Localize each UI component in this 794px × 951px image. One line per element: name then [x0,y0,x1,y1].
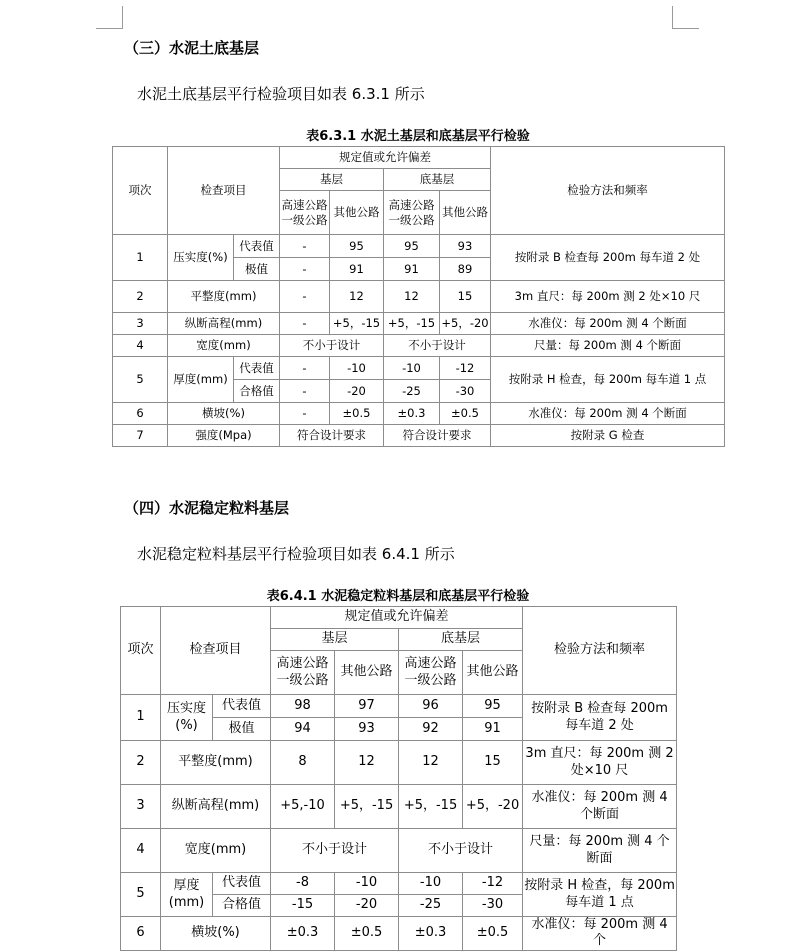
header-other: 其他公路 [463,651,523,695]
row-no: 5 [121,873,161,917]
cell: 93 [440,235,491,258]
cell: 95 [384,235,440,258]
header-subbase: 底基层 [384,169,491,191]
cell: +5,-10 [271,785,335,829]
cell: 91 [463,718,523,741]
cell: +5，-15 [384,313,440,335]
cell: 12 [399,741,463,785]
row-subitem: 极值 [213,718,271,741]
cell: -10 [335,873,399,895]
row-subitem: 合格值 [213,895,271,917]
row-no: 1 [121,695,161,741]
cell: -25 [384,380,440,403]
cell: ±0.5 [330,403,384,425]
row-no: 2 [121,741,161,785]
header-other: 其他公路 [335,651,399,695]
cell: +5，-15 [335,785,399,829]
cell: 12 [330,281,384,313]
cell: 不小于设计 [384,335,491,357]
row-subitem: 代表值 [213,695,271,718]
row-method: 水准仪：每 200m 测 4 个 [523,917,677,951]
header-item-no: 项次 [121,607,161,695]
header-highway: 高速公路一级公路 [399,651,463,695]
header-allowance: 规定值或允许偏差 [280,147,491,169]
row-item: 强度(Mpa) [168,425,280,447]
cell: -20 [330,380,384,403]
cell: 8 [271,741,335,785]
cell: -30 [463,895,523,917]
cell: -20 [335,895,399,917]
cell: - [280,357,330,380]
row-no: 6 [121,917,161,951]
cell: 89 [440,258,491,281]
row-subitem: 极值 [234,258,280,281]
cell: 96 [399,695,463,718]
cell: 92 [399,718,463,741]
row-no: 7 [113,425,168,447]
cell: 不小于设计 [399,829,523,873]
table-6-4-1 [120,606,677,951]
margin-mark-top-left [96,6,123,29]
row-no: 6 [113,403,168,425]
row-item: 宽度(mm) [161,829,271,873]
row-method: 按附录 H 检查，每 200m 每车道 1 点 [523,873,677,917]
cell: 98 [271,695,335,718]
row-item: 宽度(mm) [168,335,280,357]
table-caption: 表6.3.1 水泥土基层和底基层平行检验 [306,129,530,144]
row-no: 4 [121,829,161,873]
header-other: 其他公路 [440,191,491,235]
header-allowance: 规定值或允许偏差 [271,607,523,629]
row-method: 3m 直尺：每 200m 测 2 处×10 尺 [491,281,725,313]
row-item: 纵断高程(mm) [161,785,271,829]
row-method: 按附录 G 检查 [491,425,725,447]
row-method: 水准仪：每 200m 测 4 个断面 [491,313,725,335]
header-subbase: 底基层 [399,629,523,651]
cell: 93 [335,718,399,741]
cell: ±0.5 [335,917,399,951]
cell: -25 [399,895,463,917]
row-method: 按附录 B 检查每 200m 每车道 2 处 [523,695,677,741]
table-caption: 表6.4.1 水泥稳定粒料基层和底基层平行检验 [266,589,530,604]
cell: 符合设计要求 [280,425,384,447]
cell: -15 [271,895,335,917]
cell: - [280,403,330,425]
row-method: 尺量：每 200m 测 4 个断面 [523,829,677,873]
cell: ±0.5 [440,403,491,425]
cell: 12 [384,281,440,313]
cell: 不小于设计 [271,829,399,873]
row-method: 水准仪：每 200m 测 4 个断面 [523,785,677,829]
cell: 95 [330,235,384,258]
cell: ±0.3 [384,403,440,425]
header-item-no: 项次 [113,147,168,235]
cell: 不小于设计 [280,335,384,357]
header-highway: 高速公路一级公路 [384,191,440,235]
margin-mark-top-right [672,6,699,29]
row-no: 3 [113,313,168,335]
cell: -10 [384,357,440,380]
cell: +5，-15 [330,313,384,335]
cell: 符合设计要求 [384,425,491,447]
paragraph: 水泥土底基层平行检验项目如表 6.3.1 所示 [137,85,425,103]
cell: - [280,281,330,313]
header-item: 检查项目 [168,147,280,235]
cell: -10 [399,873,463,895]
header-highway: 高速公路一级公路 [271,651,335,695]
row-no: 2 [113,281,168,313]
cell: -30 [440,380,491,403]
row-item: 平整度(mm) [168,281,280,313]
row-item: 压实度(%) [168,235,234,281]
row-item: 平整度(mm) [161,741,271,785]
row-no: 3 [121,785,161,829]
row-item: 厚度(mm) [168,357,234,403]
cell: -12 [440,357,491,380]
cell: - [280,313,330,335]
cell: 91 [330,258,384,281]
header-method: 检验方法和频率 [491,147,725,235]
cell: ±0.5 [463,917,523,951]
cell: 12 [335,741,399,785]
row-subitem: 代表值 [234,357,280,380]
row-no: 1 [113,235,168,281]
cell: 91 [384,258,440,281]
header-other: 其他公路 [330,191,384,235]
section-heading: （三）水泥土底基层 [124,39,260,57]
cell: ±0.3 [399,917,463,951]
row-method: 水准仪：每 200m 测 4 个断面 [491,403,725,425]
cell: 95 [463,695,523,718]
row-item: 厚度(mm) [161,873,213,917]
row-subitem: 代表值 [213,873,271,895]
cell: 15 [463,741,523,785]
header-item: 检查项目 [161,607,271,695]
row-method: 按附录 H 检查，每 200m 每车道 1 点 [491,357,725,403]
table-6-3-1 [112,146,725,447]
row-item: 横坡(%) [161,917,271,951]
row-method: 3m 直尺：每 200m 测 2 处×10 尺 [523,741,677,785]
header-highway: 高速公路一级公路 [280,191,330,235]
row-item: 压实度(%) [161,695,213,741]
cell: ±0.3 [271,917,335,951]
row-item: 纵断高程(mm) [168,313,280,335]
row-no: 4 [113,335,168,357]
paragraph: 水泥稳定粒料基层平行检验项目如表 6.4.1 所示 [137,545,455,563]
cell: - [280,380,330,403]
row-method: 按附录 B 检查每 200m 每车道 2 处 [491,235,725,281]
row-no: 5 [113,357,168,403]
cell: -8 [271,873,335,895]
row-subitem: 合格值 [234,380,280,403]
header-base: 基层 [271,629,399,651]
cell: +5，-15 [399,785,463,829]
cell: +5，-20 [440,313,491,335]
header-method: 检验方法和频率 [523,607,677,695]
cell: - [280,258,330,281]
cell: 97 [335,695,399,718]
cell: -12 [463,873,523,895]
header-base: 基层 [280,169,384,191]
row-method: 尺量：每 200m 测 4 个断面 [491,335,725,357]
cell: 15 [440,281,491,313]
cell: -10 [330,357,384,380]
cell: +5，-20 [463,785,523,829]
cell: - [280,235,330,258]
cell: 94 [271,718,335,741]
section-heading: （四）水泥稳定粒料基层 [124,499,290,517]
row-subitem: 代表值 [234,235,280,258]
row-item: 横坡(%) [168,403,280,425]
